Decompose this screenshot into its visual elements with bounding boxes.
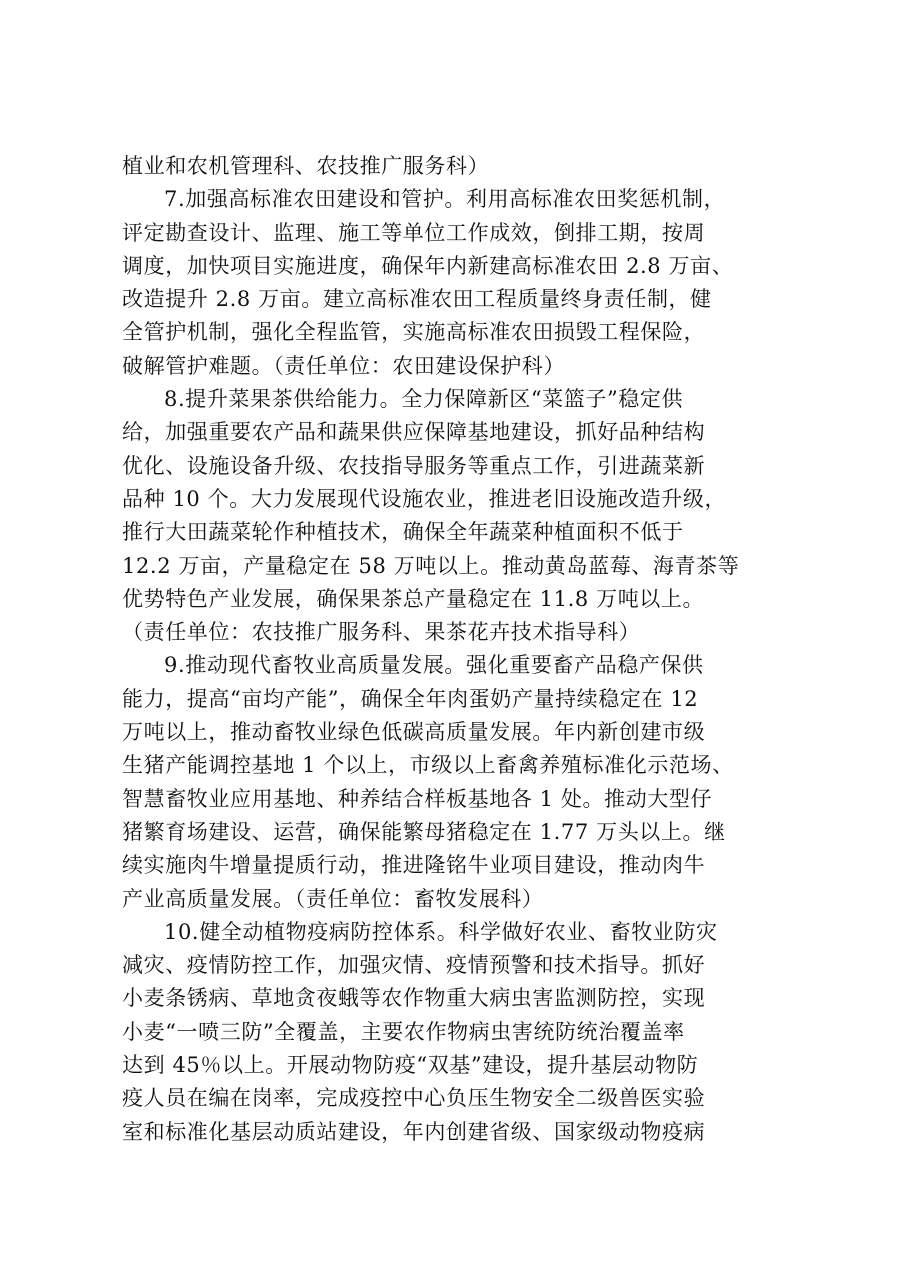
- text-line: 达到 45％以上。开展动物防疫“双基”建设，提升基层动物防: [122, 1053, 699, 1078]
- text-line: （责任单位：农技推广服务科、果茶花卉技术指导科）: [122, 620, 641, 645]
- text-line: 植业和农机管理科、农技推广服务科）: [122, 154, 490, 178]
- text-line: 生猪产能调控基地 1 个以上，市级以上畜禽养殖标准化示范场、: [122, 753, 734, 778]
- text-line: 品种 10 个。大力发展现代设施农业，推进老旧设施改造升级，: [122, 486, 727, 511]
- text-line: 给，加强重要农产品和蔬果供应保障基地建设，抓好品种结构: [122, 420, 706, 445]
- paragraph-item-7: [122, 183, 798, 383]
- text-line: 调度，加快项目实施进度，确保年内新建高标准农田 2.8 万亩、: [122, 253, 734, 278]
- text-line: 优势特色产业发展，确保果茶总产量稳定在 11.8 万吨以上。: [122, 586, 705, 611]
- paragraph-continuation: [122, 150, 798, 183]
- text-line: 智慧畜牧业应用基地、种养结合样板基地各 1 处。推动大型仔: [122, 786, 713, 811]
- text-line: 10.健全动植物疫病防控体系。科学做好农业、畜牧业防灾: [164, 919, 718, 944]
- text-line: 疫人员在编在岗率，完成疫控中心负压生物安全二级兽医实验: [122, 1086, 706, 1111]
- text-line: 评定勘查设计、监理、施工等单位工作成效，倒排工期，按周: [122, 220, 706, 245]
- text-line: 续实施肉牛增量提质行动，推进隆铭牛业项目建设，推动肉牛: [122, 853, 706, 878]
- text-line: 万吨以上，推动畜牧业绿色低碳高质量发展。年内新创建市级: [122, 720, 706, 745]
- text-line: 减灾、疫情防控工作，加强灾情、疫情预警和技术指导。抓好: [122, 953, 706, 978]
- text-line: 12.2 万亩，产量稳定在 58 万吨以上。推动黄岛蓝莓、海青茶等: [122, 553, 740, 578]
- text-line: 能力，提高“亩均产能”，确保全年肉蛋奶产量持续稳定在 12: [122, 686, 699, 711]
- text-line: 产业高质量发展。（责任单位：畜牧发展科）: [122, 886, 544, 911]
- paragraph-item-10: [122, 916, 798, 1149]
- text-line: 8.提升菜果茶供给能力。全力保障新区“菜篮子”稳定供: [164, 387, 684, 412]
- text-line: 小麦条锈病、草地贪夜蛾等农作物重大病虫害监测防控，实现: [122, 986, 706, 1011]
- paragraph-item-9: [122, 649, 798, 915]
- text-line: 7.加强高标准农田建设和管护。利用高标准农田奖惩机制，: [164, 187, 726, 212]
- text-line: 猪繁育场建设、运营，确保能繁母猪稳定在 1.77 万头以上。继: [122, 819, 726, 844]
- document-page: [122, 150, 798, 1149]
- text-line: 破解管护难题。（责任单位：农田建设保护科）: [122, 353, 566, 378]
- text-line: 优化、设施设备升级、农技指导服务等重点工作，引进蔬菜新: [122, 453, 706, 478]
- text-line: 全管护机制，强化全程监管，实施高标准农田损毁工程保险，: [122, 320, 706, 345]
- text-line: 小麦“一喷三防”全覆盖，主要农作物病虫害统防统治覆盖率: [122, 1019, 685, 1044]
- text-line: 9.推动现代畜牧业高质量发展。强化重要畜产品稳产保供: [164, 653, 704, 678]
- paragraph-item-8: [122, 383, 798, 649]
- text-line: 推行大田蔬菜轮作种植技术，确保全年蔬菜种植面积不低于: [122, 520, 684, 545]
- text-line: 室和标准化基层动质站建设，年内创建省级、国家级动物疫病: [122, 1119, 706, 1144]
- text-line: 改造提升 2.8 万亩。建立高标准农田工程质量终身责任制，健: [122, 287, 712, 312]
